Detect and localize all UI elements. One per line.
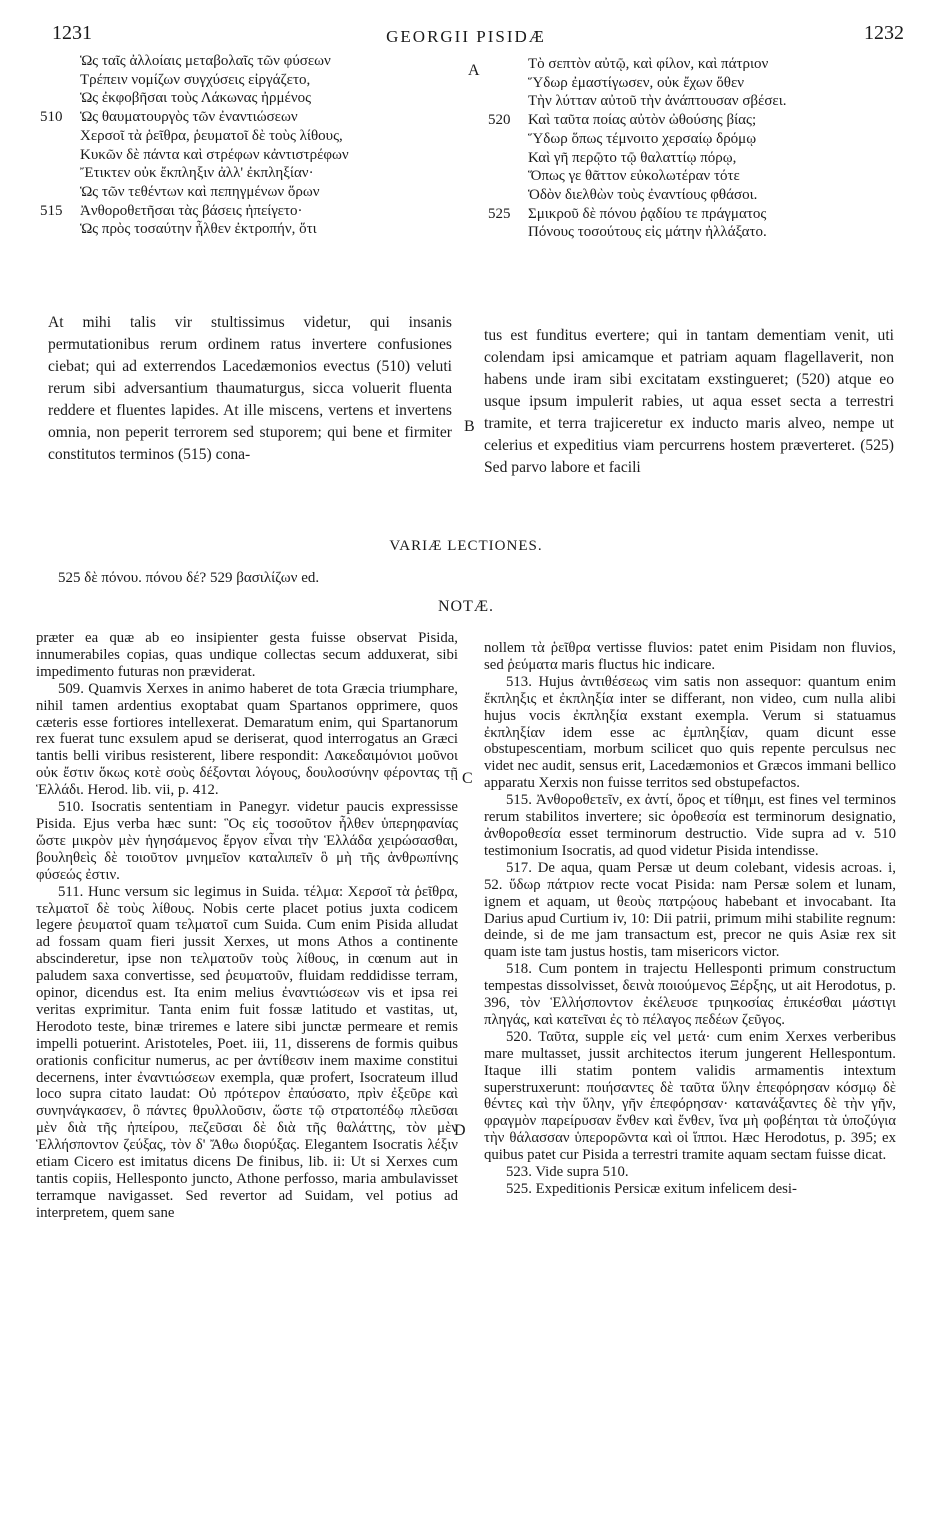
verse-number: 515	[40, 202, 63, 219]
verse-text: Τὸ σεπτὸν αὐτῷ, καὶ φίλον, καὶ πάτριον	[528, 56, 769, 72]
verse-text: Καὶ ταῦτα ποίας αὐτὸν ὠθούσης βίας;	[528, 112, 757, 129]
note-paragraph: 511. Hunc versum sic legimus in Suida. τέλμα: Χερσοῖ τὰ ῥεῖθρα, τελματοῖ δὲ τοὺς λίθους. Nobis certe placet potius juxta codicem legere ῥευματοῖ quam τελματοῖ cum Suida. Cum enim Pisida alludat ad fossam quam fieri jussit Xerxes, ut mons Athos a continente abscinderetur, ipse non τελματοῦν τοὺς λίθους, in cœnum aut in paludem saxa convertisse, sed ῥευματοῦν, fluidam reddidisse terram, opinor, dicendus est. Ita enim melius ἐναντιώσεων vis et ipsa rei veritas exprimitur. Tanta enim fuit fossæ latitudo et vastitas, ut, Herodoto teste, binæ triremes e latere sibi junctæ permeare et remis impelli potuerint. Aristoteles, Poet. iii, 11, disserens de formis quibus orationis conficitur numerus, ac per ἀντίθεσιν inem maxime constitui decernens, inter ἐναντιώσεων exempla, quæ profert, Isocrateum illud loco supra citato laudat: Οὐ πρότερον ἐπαύσατο, πρὶν ἐξεῦρε καὶ συνηνάγκασεν, ὃ πάντες θρυλλοῦσιν, ὥστε τῷ στρατοπέδῳ πλεῦσαι μὲν διὰ τῆς ἠπείρου, πεζεῦσαι δὲ διὰ τῆς θαλάττης, τὸν μὲν Ἑλλήσποντον ζεύξας, τὸν δ' Ἄθω διορύξας. Elegantem Isocratis λέξιν etiam Cicero est imitatus dicens De finibus, lib. ii: Ut si Xerxes cum tantis copiis, Hellesponto juncto, Athone perfosso, maria ambulavisset terramque navigasset. Sed revertor ad Suidam, vel potius ad interpretem, quem sane	[36, 883, 458, 1221]
latin-paragraph: At mihi talis vir stultissimus videtur, qui insanis permutationibus rerum ordinem ratus invertere confusiones ciebat; qui ad exterrendos Lacedæmonios evectus (510) veluti rerum sibi adversantium thaumaturgus, sicca voluerit fluenta reddere et fluentes lapides. At ille miscens, vertens et invertens omnia, non peperit terrorem sed stuporem; qui bene et firmiter constitutos terminos (515) cona-	[48, 314, 452, 463]
note-paragraph: nollem τὰ ῥεῖθρα vertisse fluvios: patet enim Pisidam non fluvios, sed ῥεύματα maris fluctus hic indicare.	[484, 640, 896, 673]
verse-number: 520	[488, 112, 511, 129]
greek-verse-right	[488, 55, 918, 242]
note-paragraph: 518. Cum pontem in trajectu Hellesponti primum constructum tempestas dissolvisset, δεινὰ ποιούμενος Ξέρξης, ut ait Herodotus, p. 396, τὸν Ἑλλήσποντον ἐκέλευσε τριηκοσίας ἐπικέσθαι μάστιγι πληγάς, καὶ κατεῖναι ἐς τὸ πέλαγος πεδέων ζεῦγος.	[484, 961, 896, 1028]
note-paragraph: 523. Vide supra 510.	[506, 1164, 629, 1181]
verse-line	[488, 92, 918, 111]
notae-heading: NOTÆ.	[437, 598, 495, 615]
verse-line	[488, 74, 918, 93]
verse-text: Χερσοῖ τὰ ῥεῖθρα, ῥευματοῖ δὲ τοὺς λίθους,	[80, 127, 343, 144]
variae-heading: VARIÆ LECTIONES.	[389, 538, 543, 554]
verse-line	[488, 130, 918, 149]
verse-line	[488, 149, 918, 168]
latin-paragraph: tus est funditus evertere; qui in tantam dementiam venit, uti colendam ipsi amicamque et patriam aquam flagellaverit, non habens unde iram sibi excitatam exstingueret; (520) atque eo usque ipsum impulerit rabies, ut aqua esset secta a terrestri tramite, et terra trajiceretur ex inducto maris alveo, nempe ut celerius et expeditius viam percurrens hostem præverteret. (525) Sed parvo labore et facili	[484, 327, 894, 476]
verse-text: Ὁδὸν διελθὼν τοὺς ἐναντίους φθάσοι.	[528, 186, 758, 203]
note-paragraph: 509. Quamvis Xerxes in animo haberet de tota Græcia triumphare, nihil tamen ardentius exoptabat quam Spartanos opprimere, quos cæteris esse fortiores intellexerat. Demaratum enim, qui Spartanorum rex fuerat tunc exsulem apud se deriserat, quod interrogatus an Græci tantis belli viribus resisterent, libere respondit: Λακεδαιμόνιοι μοῦνοι οὐκ ἔστιν ὅκως κοτὲ σοὺς δέξονται λόγους, δουλοσύνην φέροντας τῇ Ἑλλάδι. Herod. lib. vii, p. 412.	[36, 680, 458, 799]
margin-letter-d: D	[454, 1122, 466, 1139]
verse-text: Τρέπειν νομίζων συγχύσεις εἰργάζετο,	[80, 71, 311, 88]
verse-text: Ὕδωρ ὅπως τέμνοιτο χερσαίῳ δρόμῳ	[528, 130, 757, 147]
verse-text: Ὡς τῶν τεθέντων καὶ πεπηγμένων ὅρων	[80, 183, 320, 200]
verse-text: Ἔτικτεν οὐκ ἔκπληξιν ἀλλ' ἐκπληξίαν·	[80, 165, 314, 182]
margin-letter-b: B	[464, 418, 475, 435]
greek-verse-left	[40, 52, 460, 239]
verse-text: Σμικροῦ δὲ πόνου ῥᾳδίου τε πράγματος	[528, 205, 767, 222]
verse-text: Ὡς ταῖς ἀλλοίαις μεταβολαῖς τῶν φύσεων	[80, 53, 331, 69]
page-number-left: 1231	[52, 22, 92, 44]
verse-line	[40, 220, 460, 239]
margin-letter-a: A	[468, 62, 480, 79]
verse-text: Ὡς θαυματουργὸς τῶν ἐναντιώσεων	[80, 109, 298, 126]
notes-left-column	[36, 630, 458, 1222]
latin-translation-right	[484, 325, 894, 479]
note-paragraph: 525. Expeditionis Persicæ exitum infelicem desi-	[506, 1181, 797, 1197]
verse-line	[40, 89, 460, 108]
note-paragraph: 510. Isocratis sententiam in Panegyr. videtur paucis expressisse Pisida. Ejus verba hæc sunt: Ὃς εἰς τοσοῦτον ἦλθεν ὑπερηφανίας ὥστε μικρὸν μὲν ἡγησάμενος ἔργον εἶναι τὴν Ἑλλάδα χειρώσασθαι, βουληθεὶς δὲ τοιοῦτον μνημεῖον καταλιπεῖν ὃ μὴ τῆς ἀνθρωπίνης φύσεώς ἐστιν.	[36, 799, 458, 883]
verse-line	[40, 164, 460, 183]
note-paragraph: 520. Ταῦτα, supple εἰς vel μετά· cum enim Xerxes verberibus mare multasset, jussit architectos iterum jungerent Hellespontum. Itaque illi statim pontem validis armamentis intextum superstruxerunt: ποιήσαντες δὲ ταῦτα ὕλην ἐπεφόρησαν κόσμῳ δὲ θέντες καὶ τὴν ὕλην, γῆν ἐπεφόρησαν· κατανάξαντες δὲ τὴν γῆν, φραγμὸν παρείρυσαν ἔνθεν καὶ ἔνθεν, ἵνα μὴ φοβέηται τὰ ὑποζύγια τὴν θάλασσαν ὑπερορῶντα καὶ οἱ ἵπποι. Hæc Herodotus, p. 395; ex quibus patet cur Pisida a terrestri tramite aquam sectam fuisse dicat.	[484, 1028, 896, 1164]
note-paragraph: 517. De aqua, quam Persæ ut deum colebant, videsis acroas. i, 52. ὕδωρ πάτριον recte vocat Pisida: nam Persæ solem et lunam, ignem et aquam, ut θεοὺς πατρῴους habebant et invocabant. Ita Darius apud Curtium iv, 10: Dii patrii, primum mihi stabilite regnum: deinde, si de me jam transactum est, precor ne quis Asiæ rex sit quam iste tam justus hostis, tam misericors victor.	[484, 859, 896, 961]
verse-line	[488, 167, 918, 186]
verse-line	[40, 127, 460, 146]
page-number-right: 1232	[864, 22, 904, 44]
verse-text: Ὡς ἐκφοβῆσαι τοὺς Λάκωνας ἠρμένος	[80, 90, 312, 107]
verse-line	[488, 223, 918, 242]
running-title: GEORGII PISIDÆ	[386, 27, 546, 46]
note-paragraph: 515. Ἀνθοροθετεῖν, ex ἀντί, ὅρος et τίθημι, est fines vel terminos rerum stabilitos invertere; sic ὁροθεσία est terminorum designatio, ἀνθοροθεσία esset terminorum destructio. Vide supra ad v. 510 testimonium Isocratis, ad quod videtur Pisida intendisse.	[484, 792, 896, 859]
verse-text: Τὴν λύτταν αὐτοῦ τὴν ἀνάπτουσαν σβέσει.	[528, 93, 787, 110]
variae-text: 525 δὲ πόνου. πόνου δέ? 529 βασιλίζων ed.	[58, 570, 320, 586]
verse-line	[488, 186, 918, 205]
verse-line	[488, 55, 918, 74]
margin-letter-c: C	[462, 770, 473, 787]
verse-line	[40, 183, 460, 202]
verse-line	[488, 205, 918, 224]
verse-text: Ὡς πρὸς τοσαύτην ἦλθεν ἐκτροπήν, ὅτι	[80, 221, 317, 238]
verse-line	[40, 71, 460, 90]
verse-text: Ἀνθοροθετῆσαι τὰς βάσεις ἠπείγετο·	[80, 202, 303, 219]
verse-number: 510	[40, 109, 63, 126]
verse-line	[40, 52, 460, 71]
verse-text: Ὅπως γε θᾶττον εὐκολωτέραν τότε	[528, 168, 740, 185]
note-paragraph: 513. Hujus ἀντιθέσεως vim satis non assequor: quantum enim ἔκπληξις et ἐκπληξία inter se differant, non video, cum nulla alibi hujus vocis ἐκπληξία exstant exempla. Verum si statuamus ἐκπληξίαν idem esse ac ἐμπληξίαν, quam dicunt esse obstupescentiam, morbum scilicet quo quis repente perculsus nec videt nec audit, sensus erit, Lacedæmonios et Græcos immani bellico apparatu Xerxis non fuisse territos sed obstupefactos.	[484, 673, 896, 792]
verse-text: Καὶ γῆ περῷτο τῷ θαλαττίῳ πόρῳ,	[528, 149, 737, 166]
latin-translation-left	[48, 312, 452, 466]
notes-right-column	[484, 640, 896, 1198]
verse-text: Κυκῶν δὲ πάντα καὶ στρέφων κἀντιστρέφων	[80, 146, 349, 163]
verse-text: Ὕδωρ ἐμαστίγωσεν, οὐκ ἔχων ὅθεν	[528, 74, 745, 91]
verse-line	[40, 108, 460, 127]
verse-line	[488, 111, 918, 130]
verse-text: Πόνους τοσούτους εἰς μάτην ἠλλάξατο.	[528, 224, 767, 241]
note-paragraph: præter ea quæ ab eo insipienter gesta fuisse observat Pisida, innumerabiles copias, quas undique collectas secum adduxerat, sibi impedimento futuras non præviderat.	[36, 630, 458, 680]
verse-line	[40, 202, 460, 221]
verse-line	[40, 146, 460, 165]
verse-number: 525	[488, 205, 511, 222]
